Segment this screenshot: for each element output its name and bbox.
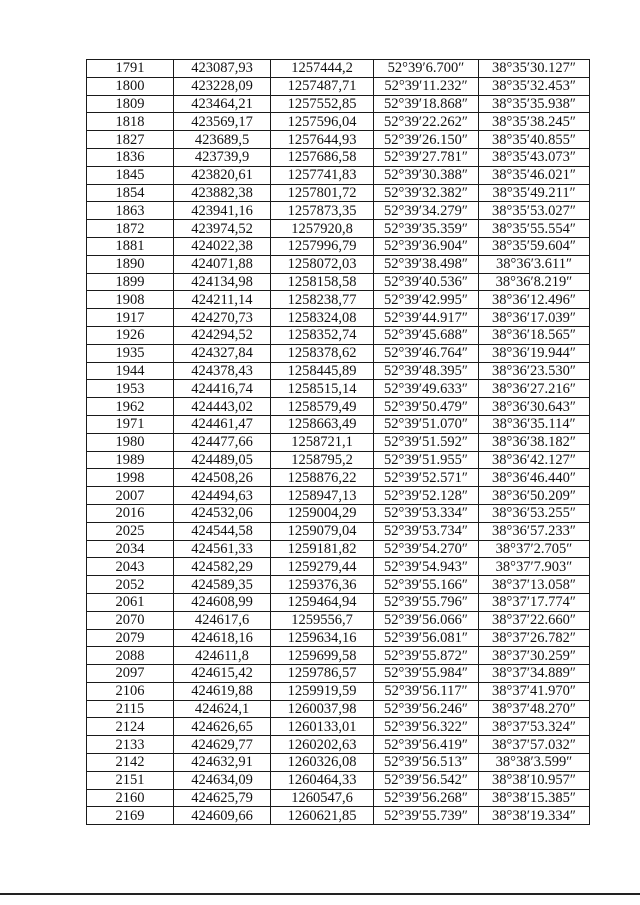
y-coordinate-cell: 1260621,85 — [271, 807, 374, 825]
latitude-cell: 52°39′53.734″ — [374, 522, 479, 540]
longitude-cell: 38°37′41.970″ — [479, 682, 590, 700]
y-coordinate-cell: 1258579,49 — [271, 398, 374, 416]
point-number-cell: 1863 — [87, 202, 174, 220]
longitude-cell: 38°36′8.219″ — [479, 273, 590, 291]
latitude-cell: 52°39′55.984″ — [374, 665, 479, 683]
x-coordinate-cell: 424443,02 — [174, 398, 271, 416]
x-coordinate-cell: 423820,61 — [174, 166, 271, 184]
longitude-cell: 38°38′3.599″ — [479, 754, 590, 772]
point-number-cell: 2070 — [87, 611, 174, 629]
y-coordinate-cell: 1260326,08 — [271, 754, 374, 772]
latitude-cell: 52°39′46.764″ — [374, 344, 479, 362]
latitude-cell: 52°39′51.592″ — [374, 433, 479, 451]
y-coordinate-cell: 1258072,03 — [271, 255, 374, 273]
x-coordinate-cell: 423569,17 — [174, 113, 271, 131]
longitude-cell: 38°36′38.182″ — [479, 433, 590, 451]
longitude-cell: 38°37′22.660″ — [479, 611, 590, 629]
longitude-cell: 38°38′10.957″ — [479, 771, 590, 789]
y-coordinate-cell: 1257487,71 — [271, 77, 374, 95]
y-coordinate-cell: 1259786,57 — [271, 665, 374, 683]
point-number-cell: 1953 — [87, 380, 174, 398]
x-coordinate-cell: 423882,38 — [174, 184, 271, 202]
longitude-cell: 38°37′48.270″ — [479, 700, 590, 718]
point-number-cell: 2169 — [87, 807, 174, 825]
x-coordinate-cell: 423974,52 — [174, 220, 271, 238]
latitude-cell: 52°39′52.571″ — [374, 469, 479, 487]
table-row — [87, 60, 590, 78]
longitude-cell: 38°36′23.530″ — [479, 362, 590, 380]
longitude-cell: 38°35′40.855″ — [479, 131, 590, 149]
table-row — [87, 665, 590, 683]
y-coordinate-cell: 1259004,29 — [271, 504, 374, 522]
point-number-cell: 2034 — [87, 540, 174, 558]
latitude-cell: 52°39′52.128″ — [374, 487, 479, 505]
latitude-cell: 52°39′56.542″ — [374, 771, 479, 789]
point-number-cell: 2079 — [87, 629, 174, 647]
point-number-cell: 2061 — [87, 593, 174, 611]
x-coordinate-cell: 424416,74 — [174, 380, 271, 398]
longitude-cell: 38°36′12.496″ — [479, 291, 590, 309]
point-number-cell: 2025 — [87, 522, 174, 540]
table-row — [87, 611, 590, 629]
latitude-cell: 52°39′56.268″ — [374, 789, 479, 807]
table-row — [87, 487, 590, 505]
x-coordinate-cell: 424589,35 — [174, 576, 271, 594]
longitude-cell: 38°36′57.233″ — [479, 522, 590, 540]
latitude-cell: 52°39′44.917″ — [374, 309, 479, 327]
longitude-cell: 38°36′46.440″ — [479, 469, 590, 487]
x-coordinate-cell: 424211,14 — [174, 291, 271, 309]
latitude-cell: 52°39′50.479″ — [374, 398, 479, 416]
table-row — [87, 113, 590, 131]
table-row — [87, 184, 590, 202]
point-number-cell: 1890 — [87, 255, 174, 273]
longitude-cell: 38°35′49.211″ — [479, 184, 590, 202]
point-number-cell: 1935 — [87, 344, 174, 362]
table-row — [87, 682, 590, 700]
y-coordinate-cell: 1257996,79 — [271, 237, 374, 255]
coordinates-table — [86, 59, 590, 825]
y-coordinate-cell: 1259634,16 — [271, 629, 374, 647]
x-coordinate-cell: 424582,29 — [174, 558, 271, 576]
table-row — [87, 522, 590, 540]
table-row — [87, 148, 590, 166]
point-number-cell: 1800 — [87, 77, 174, 95]
latitude-cell: 52°39′49.633″ — [374, 380, 479, 398]
table-row — [87, 789, 590, 807]
latitude-cell: 52°39′36.904″ — [374, 237, 479, 255]
point-number-cell: 1881 — [87, 237, 174, 255]
latitude-cell: 52°39′35.359″ — [374, 220, 479, 238]
table-row — [87, 220, 590, 238]
table-row — [87, 504, 590, 522]
latitude-cell: 52°39′51.070″ — [374, 415, 479, 433]
latitude-cell: 52°39′56.117″ — [374, 682, 479, 700]
table-row — [87, 131, 590, 149]
page-bottom-rule — [0, 893, 640, 895]
latitude-cell: 52°39′42.995″ — [374, 291, 479, 309]
table-row — [87, 469, 590, 487]
latitude-cell: 52°39′56.419″ — [374, 736, 479, 754]
x-coordinate-cell: 424608,99 — [174, 593, 271, 611]
latitude-cell: 52°39′32.382″ — [374, 184, 479, 202]
x-coordinate-cell: 424477,66 — [174, 433, 271, 451]
x-coordinate-cell: 424022,38 — [174, 237, 271, 255]
x-coordinate-cell: 424532,06 — [174, 504, 271, 522]
latitude-cell: 52°39′26.150″ — [374, 131, 479, 149]
y-coordinate-cell: 1260202,63 — [271, 736, 374, 754]
point-number-cell: 1926 — [87, 326, 174, 344]
latitude-cell: 52°39′38.498″ — [374, 255, 479, 273]
latitude-cell: 52°39′6.700″ — [374, 60, 479, 78]
table-row — [87, 700, 590, 718]
point-number-cell: 1917 — [87, 309, 174, 327]
point-number-cell: 2097 — [87, 665, 174, 683]
x-coordinate-cell: 423228,09 — [174, 77, 271, 95]
longitude-cell: 38°35′35.938″ — [479, 95, 590, 113]
x-coordinate-cell: 424461,47 — [174, 415, 271, 433]
longitude-cell: 38°37′53.324″ — [479, 718, 590, 736]
point-number-cell: 1971 — [87, 415, 174, 433]
x-coordinate-cell: 424494,63 — [174, 487, 271, 505]
point-number-cell: 2043 — [87, 558, 174, 576]
y-coordinate-cell: 1258324,08 — [271, 309, 374, 327]
point-number-cell: 1989 — [87, 451, 174, 469]
longitude-cell: 38°35′38.245″ — [479, 113, 590, 131]
table-row — [87, 647, 590, 665]
y-coordinate-cell: 1257444,2 — [271, 60, 374, 78]
y-coordinate-cell: 1257873,35 — [271, 202, 374, 220]
x-coordinate-cell: 423464,21 — [174, 95, 271, 113]
point-number-cell: 1899 — [87, 273, 174, 291]
latitude-cell: 52°39′56.513″ — [374, 754, 479, 772]
y-coordinate-cell: 1258947,13 — [271, 487, 374, 505]
x-coordinate-cell: 423689,5 — [174, 131, 271, 149]
y-coordinate-cell: 1260464,33 — [271, 771, 374, 789]
y-coordinate-cell: 1259919,59 — [271, 682, 374, 700]
point-number-cell: 1980 — [87, 433, 174, 451]
point-number-cell: 1962 — [87, 398, 174, 416]
y-coordinate-cell: 1257920,8 — [271, 220, 374, 238]
longitude-cell: 38°35′55.554″ — [479, 220, 590, 238]
x-coordinate-cell: 424617,6 — [174, 611, 271, 629]
longitude-cell: 38°37′30.259″ — [479, 647, 590, 665]
longitude-cell: 38°35′30.127″ — [479, 60, 590, 78]
latitude-cell: 52°39′55.796″ — [374, 593, 479, 611]
table-row — [87, 326, 590, 344]
latitude-cell: 52°39′11.232″ — [374, 77, 479, 95]
table-row — [87, 380, 590, 398]
y-coordinate-cell: 1258352,74 — [271, 326, 374, 344]
longitude-cell: 38°37′26.782″ — [479, 629, 590, 647]
y-coordinate-cell: 1257801,72 — [271, 184, 374, 202]
table-row — [87, 95, 590, 113]
x-coordinate-cell: 424611,8 — [174, 647, 271, 665]
x-coordinate-cell: 423087,93 — [174, 60, 271, 78]
y-coordinate-cell: 1257686,58 — [271, 148, 374, 166]
latitude-cell: 52°39′48.395″ — [374, 362, 479, 380]
table-row — [87, 166, 590, 184]
point-number-cell: 2151 — [87, 771, 174, 789]
latitude-cell: 52°39′53.334″ — [374, 504, 479, 522]
table-row — [87, 433, 590, 451]
x-coordinate-cell: 424624,1 — [174, 700, 271, 718]
table-row — [87, 576, 590, 594]
point-number-cell: 1818 — [87, 113, 174, 131]
table-row — [87, 540, 590, 558]
x-coordinate-cell: 424634,09 — [174, 771, 271, 789]
y-coordinate-cell: 1259279,44 — [271, 558, 374, 576]
table-row — [87, 398, 590, 416]
x-coordinate-cell: 424134,98 — [174, 273, 271, 291]
point-number-cell: 2016 — [87, 504, 174, 522]
longitude-cell: 38°36′30.643″ — [479, 398, 590, 416]
y-coordinate-cell: 1259699,58 — [271, 647, 374, 665]
y-coordinate-cell: 1260037,98 — [271, 700, 374, 718]
point-number-cell: 1944 — [87, 362, 174, 380]
latitude-cell: 52°39′56.081″ — [374, 629, 479, 647]
latitude-cell: 52°39′27.781″ — [374, 148, 479, 166]
y-coordinate-cell: 1259556,7 — [271, 611, 374, 629]
y-coordinate-cell: 1259181,82 — [271, 540, 374, 558]
point-number-cell: 1791 — [87, 60, 174, 78]
point-number-cell: 1809 — [87, 95, 174, 113]
point-number-cell: 2160 — [87, 789, 174, 807]
table-row — [87, 451, 590, 469]
y-coordinate-cell: 1258238,77 — [271, 291, 374, 309]
longitude-cell: 38°35′53.027″ — [479, 202, 590, 220]
table-row — [87, 291, 590, 309]
x-coordinate-cell: 424561,33 — [174, 540, 271, 558]
longitude-cell: 38°36′42.127″ — [479, 451, 590, 469]
x-coordinate-cell: 424629,77 — [174, 736, 271, 754]
table-row — [87, 771, 590, 789]
latitude-cell: 52°39′54.943″ — [374, 558, 479, 576]
point-number-cell: 2142 — [87, 754, 174, 772]
longitude-cell: 38°37′34.889″ — [479, 665, 590, 683]
longitude-cell: 38°36′18.565″ — [479, 326, 590, 344]
point-number-cell: 1908 — [87, 291, 174, 309]
latitude-cell: 52°39′56.246″ — [374, 700, 479, 718]
longitude-cell: 38°35′32.453″ — [479, 77, 590, 95]
y-coordinate-cell: 1258515,14 — [271, 380, 374, 398]
table-row — [87, 77, 590, 95]
longitude-cell: 38°36′27.216″ — [479, 380, 590, 398]
x-coordinate-cell: 424508,26 — [174, 469, 271, 487]
x-coordinate-cell: 424619,88 — [174, 682, 271, 700]
table-row — [87, 593, 590, 611]
point-number-cell: 1845 — [87, 166, 174, 184]
x-coordinate-cell: 424270,73 — [174, 309, 271, 327]
longitude-cell: 38°38′19.334″ — [479, 807, 590, 825]
y-coordinate-cell: 1258721,1 — [271, 433, 374, 451]
point-number-cell: 2088 — [87, 647, 174, 665]
latitude-cell: 52°39′45.688″ — [374, 326, 479, 344]
x-coordinate-cell: 423739,9 — [174, 148, 271, 166]
longitude-cell: 38°36′19.944″ — [479, 344, 590, 362]
table-row — [87, 629, 590, 647]
x-coordinate-cell: 424626,65 — [174, 718, 271, 736]
x-coordinate-cell: 424071,88 — [174, 255, 271, 273]
y-coordinate-cell: 1258795,2 — [271, 451, 374, 469]
longitude-cell: 38°37′7.903″ — [479, 558, 590, 576]
y-coordinate-cell: 1259464,94 — [271, 593, 374, 611]
x-coordinate-cell: 424378,43 — [174, 362, 271, 380]
table-row — [87, 807, 590, 825]
x-coordinate-cell: 424327,84 — [174, 344, 271, 362]
y-coordinate-cell: 1257552,85 — [271, 95, 374, 113]
latitude-cell: 52°39′40.536″ — [374, 273, 479, 291]
table-row — [87, 237, 590, 255]
latitude-cell: 52°39′55.166″ — [374, 576, 479, 594]
x-coordinate-cell: 424615,42 — [174, 665, 271, 683]
y-coordinate-cell: 1260133,01 — [271, 718, 374, 736]
latitude-cell: 52°39′55.739″ — [374, 807, 479, 825]
y-coordinate-cell: 1258158,58 — [271, 273, 374, 291]
x-coordinate-cell: 424618,16 — [174, 629, 271, 647]
x-coordinate-cell: 423941,16 — [174, 202, 271, 220]
latitude-cell: 52°39′56.322″ — [374, 718, 479, 736]
longitude-cell: 38°37′17.774″ — [479, 593, 590, 611]
longitude-cell: 38°37′57.032″ — [479, 736, 590, 754]
table-row — [87, 558, 590, 576]
table-row — [87, 415, 590, 433]
x-coordinate-cell: 424294,52 — [174, 326, 271, 344]
longitude-cell: 38°38′15.385″ — [479, 789, 590, 807]
table-row — [87, 718, 590, 736]
table-row — [87, 255, 590, 273]
y-coordinate-cell: 1260547,6 — [271, 789, 374, 807]
table-row — [87, 362, 590, 380]
x-coordinate-cell: 424632,91 — [174, 754, 271, 772]
x-coordinate-cell: 424544,58 — [174, 522, 271, 540]
point-number-cell: 1998 — [87, 469, 174, 487]
y-coordinate-cell: 1257596,04 — [271, 113, 374, 131]
longitude-cell: 38°35′46.021″ — [479, 166, 590, 184]
y-coordinate-cell: 1258445,89 — [271, 362, 374, 380]
table-row — [87, 309, 590, 327]
point-number-cell: 1827 — [87, 131, 174, 149]
y-coordinate-cell: 1257644,93 — [271, 131, 374, 149]
longitude-cell: 38°37′2.705″ — [479, 540, 590, 558]
point-number-cell: 1872 — [87, 220, 174, 238]
latitude-cell: 52°39′22.262″ — [374, 113, 479, 131]
longitude-cell: 38°36′3.611″ — [479, 255, 590, 273]
latitude-cell: 52°39′56.066″ — [374, 611, 479, 629]
table-row — [87, 344, 590, 362]
longitude-cell: 38°35′59.604″ — [479, 237, 590, 255]
latitude-cell: 52°39′18.868″ — [374, 95, 479, 113]
table-row — [87, 754, 590, 772]
table-row — [87, 202, 590, 220]
latitude-cell: 52°39′55.872″ — [374, 647, 479, 665]
latitude-cell: 52°39′30.388″ — [374, 166, 479, 184]
point-number-cell: 2115 — [87, 700, 174, 718]
point-number-cell: 2133 — [87, 736, 174, 754]
coordinates-table-body — [87, 60, 590, 825]
longitude-cell: 38°36′35.114″ — [479, 415, 590, 433]
x-coordinate-cell: 424489,05 — [174, 451, 271, 469]
y-coordinate-cell: 1258663,49 — [271, 415, 374, 433]
longitude-cell: 38°36′17.039″ — [479, 309, 590, 327]
point-number-cell: 2106 — [87, 682, 174, 700]
y-coordinate-cell: 1258378,62 — [271, 344, 374, 362]
point-number-cell: 2007 — [87, 487, 174, 505]
table-row — [87, 736, 590, 754]
point-number-cell: 1836 — [87, 148, 174, 166]
x-coordinate-cell: 424625,79 — [174, 789, 271, 807]
latitude-cell: 52°39′51.955″ — [374, 451, 479, 469]
y-coordinate-cell: 1257741,83 — [271, 166, 374, 184]
table-row — [87, 273, 590, 291]
y-coordinate-cell: 1259079,04 — [271, 522, 374, 540]
point-number-cell: 1854 — [87, 184, 174, 202]
longitude-cell: 38°35′43.073″ — [479, 148, 590, 166]
y-coordinate-cell: 1259376,36 — [271, 576, 374, 594]
y-coordinate-cell: 1258876,22 — [271, 469, 374, 487]
latitude-cell: 52°39′34.279″ — [374, 202, 479, 220]
x-coordinate-cell: 424609,66 — [174, 807, 271, 825]
longitude-cell: 38°37′13.058″ — [479, 576, 590, 594]
longitude-cell: 38°36′50.209″ — [479, 487, 590, 505]
point-number-cell: 2124 — [87, 718, 174, 736]
latitude-cell: 52°39′54.270″ — [374, 540, 479, 558]
point-number-cell: 2052 — [87, 576, 174, 594]
longitude-cell: 38°36′53.255″ — [479, 504, 590, 522]
